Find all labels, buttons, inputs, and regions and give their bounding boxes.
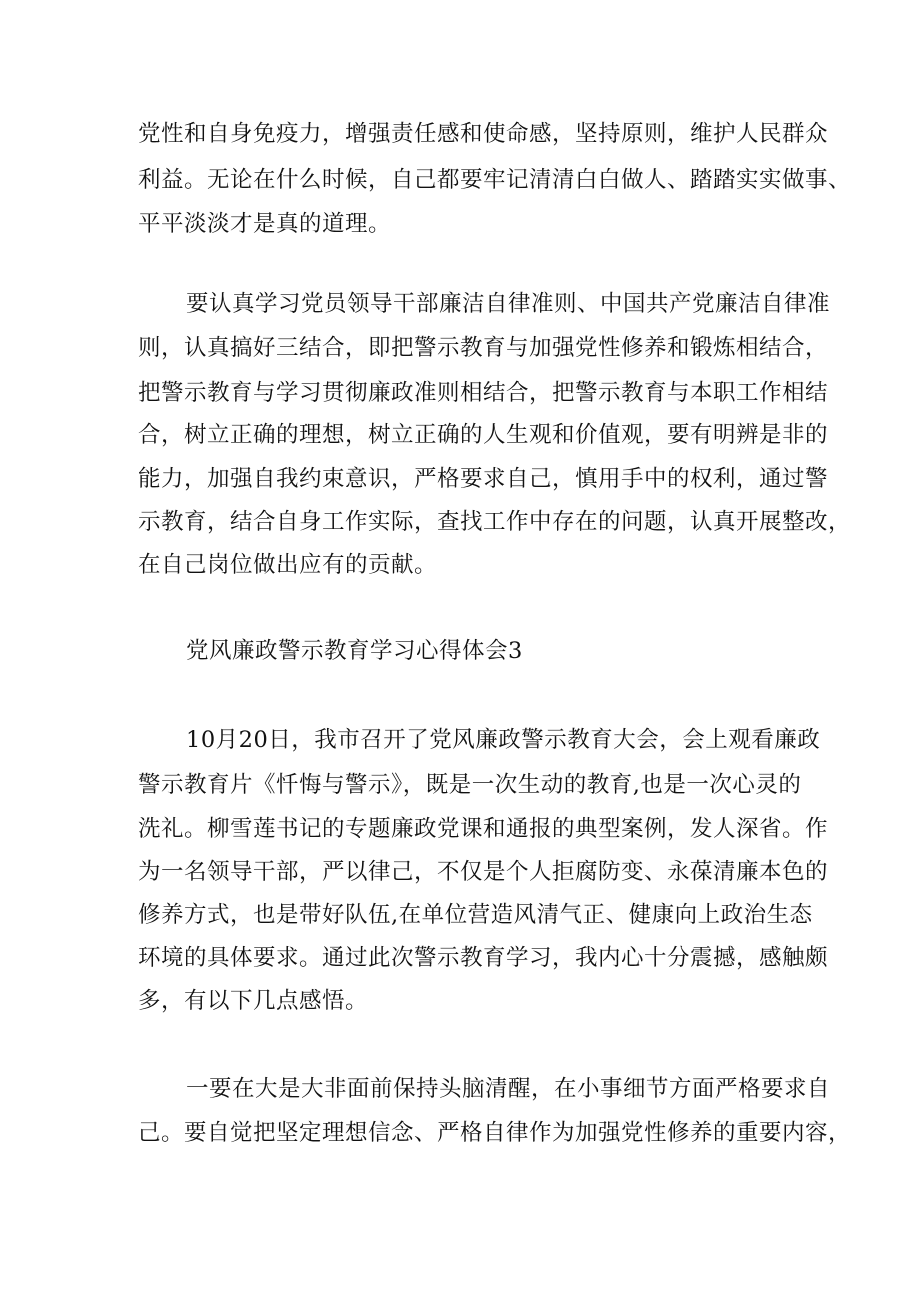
text-line: 己。要自觉把坚定理想信念、严格自律作为加强党性修养的重要内容， [138,1120,852,1146]
text-line: 在自己岗位做出应有的贡献。 [138,552,438,578]
text-line: 则，认真搞好三结合，即把警示教育与加强党性修养和锻炼相结合， [138,335,829,361]
section-heading: 党风廉政警示教育学习心得体会3 [186,638,523,664]
paragraph-first-line: 一要在大是大非面前保持头脑清醒，在小事细节方面严格要求自 [186,1076,831,1102]
paragraph-first-line: 10月20日，我市召开了党风廉政警示教育大会，会上观看廉政 [186,727,821,753]
text-line: 洗礼。柳雪莲书记的专题廉政党课和通报的典型案例，发人深省。作 [138,816,829,842]
text-line: 把警示教育与学习贯彻廉政准则相结合，把警示教育与本职工作相结 [138,380,829,406]
text-line: 环境的具体要求。通过此次警示教育学习，我内心十分震撼，感触颇 [138,945,829,971]
text-line: 示教育，结合自身工作实际，查找工作中存在的问题，认真开展整改， [138,509,852,535]
text-line: 修养方式，也是带好队伍,在单位营造风清气正、健康向上政治生态 [138,902,813,928]
text-line: 多，有以下几点感悟。 [138,988,369,1014]
text-line: 平平淡淡才是真的道理。 [138,211,392,237]
text-line: 党性和自身免疫力，增强责任感和使命感，坚持原则，维护人民群众 [138,121,829,147]
paragraph-first-line: 要认真学习党员领导干部廉洁自律准则、中国共产党廉洁自律准 [186,291,831,317]
text-line: 警示教育片《忏悔与警示》，既是一次生动的教育,也是一次心灵的 [138,772,802,798]
text-line: 能力，加强自我约束意识，严格要求自己，慎用手中的权利，通过警 [138,466,829,492]
text-line: 合，树立正确的理想，树立正确的人生观和价值观，要有明辨是非的 [138,422,829,448]
text-line: 利益。无论在什么时候，自己都要牢记清清白白做人、踏踏实实做事、 [138,167,852,193]
text-line: 为一名领导干部，严以律己，不仅是个人拒腐防变、永葆清廉本色的 [138,859,829,885]
